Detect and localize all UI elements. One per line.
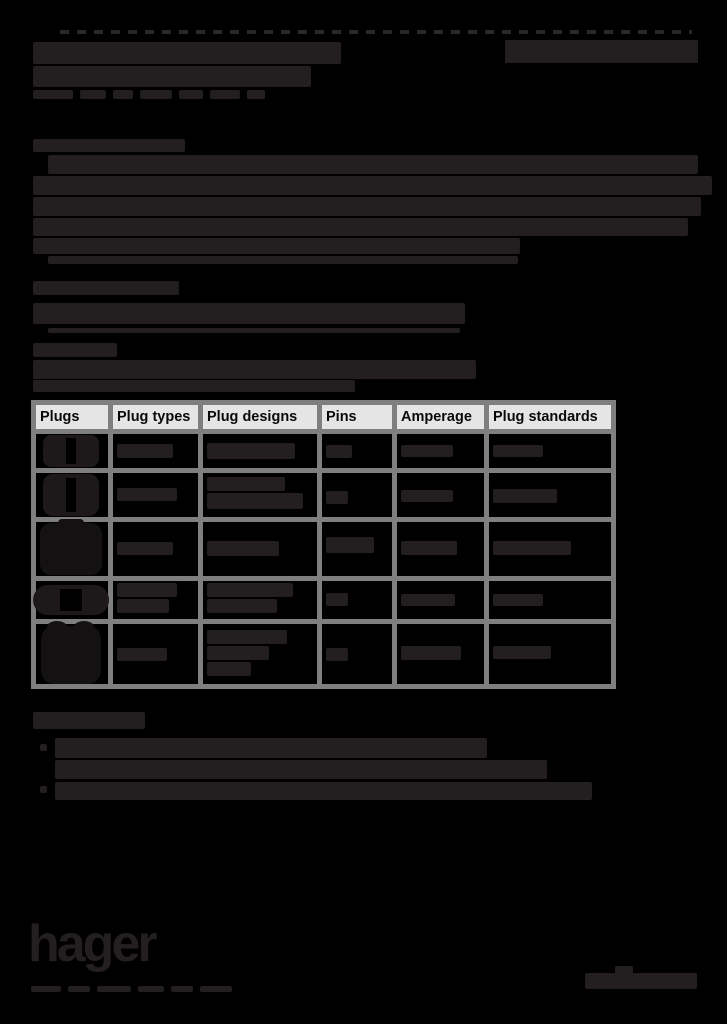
table-cell-plug-type [113,581,198,619]
plug-table [31,400,616,689]
paragraph-line-redacted [33,218,688,236]
table-cell-plug-image [36,522,108,576]
text-line-redacted [33,360,476,379]
table-cell-plug-image [36,624,108,684]
table-cell-plug-design [203,473,317,517]
section-heading-redacted [33,139,185,152]
paragraph-line-redacted [48,256,518,264]
paragraph-line-redacted [48,155,698,174]
table-cell-plug-type [113,624,198,684]
table-cell-amperage [397,624,484,684]
table-cell-pins [322,624,392,684]
paragraph-line-redacted [33,176,712,195]
table-cell-plug-standard [489,434,611,468]
table-header-plug-types: Plug types [113,405,198,429]
table-cell-pins [322,434,392,468]
subtitle-words-redacted [33,90,265,99]
table-cell-plug-image [36,581,108,619]
section-heading-redacted [33,712,145,729]
footer-right-text-redacted [585,973,697,989]
table-cell-pins [322,581,392,619]
table-cell-plug-standard [489,473,611,517]
table-cell-plug-type [113,522,198,576]
table-cell-plug-type [113,434,198,468]
table-header-plug-designs: Plug designs [203,405,317,429]
table-cell-plug-design [203,581,317,619]
square-plug-face-icon [43,435,99,467]
bullet-square [40,744,47,751]
table-header-plugs: Plugs [36,405,108,429]
schuko-plug-face-icon [40,523,102,575]
table-cell-plug-standard [489,581,611,619]
title-line-1-redacted [33,42,341,64]
flat-plug-side-icon [33,585,109,615]
title-line-2-redacted [33,66,311,87]
paragraph-line-redacted [33,238,520,254]
table-cell-plug-design [203,624,317,684]
table-cell-plug-design [203,522,317,576]
text-line-redacted [48,328,460,333]
bullet-square [40,786,47,793]
table-cell-plug-design [203,434,317,468]
bullet-text-redacted [55,760,547,779]
section-heading-redacted [33,343,117,357]
table-header-pins: Pins [322,405,392,429]
top-dotted-rule [60,30,692,34]
table-cell-amperage [397,581,484,619]
hager-logo: hager [28,915,155,973]
table-cell-amperage [397,473,484,517]
document-reference-box [505,40,698,63]
table-cell-plug-image [36,473,108,517]
table-cell-pins [322,522,392,576]
table-cell-plug-standard [489,624,611,684]
text-line-redacted [33,303,465,324]
table-cell-amperage [397,434,484,468]
section-heading-redacted [33,281,179,295]
grounded-plug-face-icon [41,626,101,684]
table-cell-plug-standard [489,522,611,576]
table-cell-amperage [397,522,484,576]
table-header-amperage: Amperage [397,405,484,429]
paragraph-line-redacted [33,197,701,216]
bullet-text-redacted [55,782,592,800]
table-cell-plug-type [113,473,198,517]
table-cell-pins [322,473,392,517]
table-header-plug-standards: Plug standards [489,405,611,429]
logo-tagline-redacted [31,986,232,992]
bullet-text-redacted [55,738,487,758]
table-cell-plug-image [36,434,108,468]
text-line-redacted [33,380,355,392]
square-plug-face-icon [43,474,99,516]
